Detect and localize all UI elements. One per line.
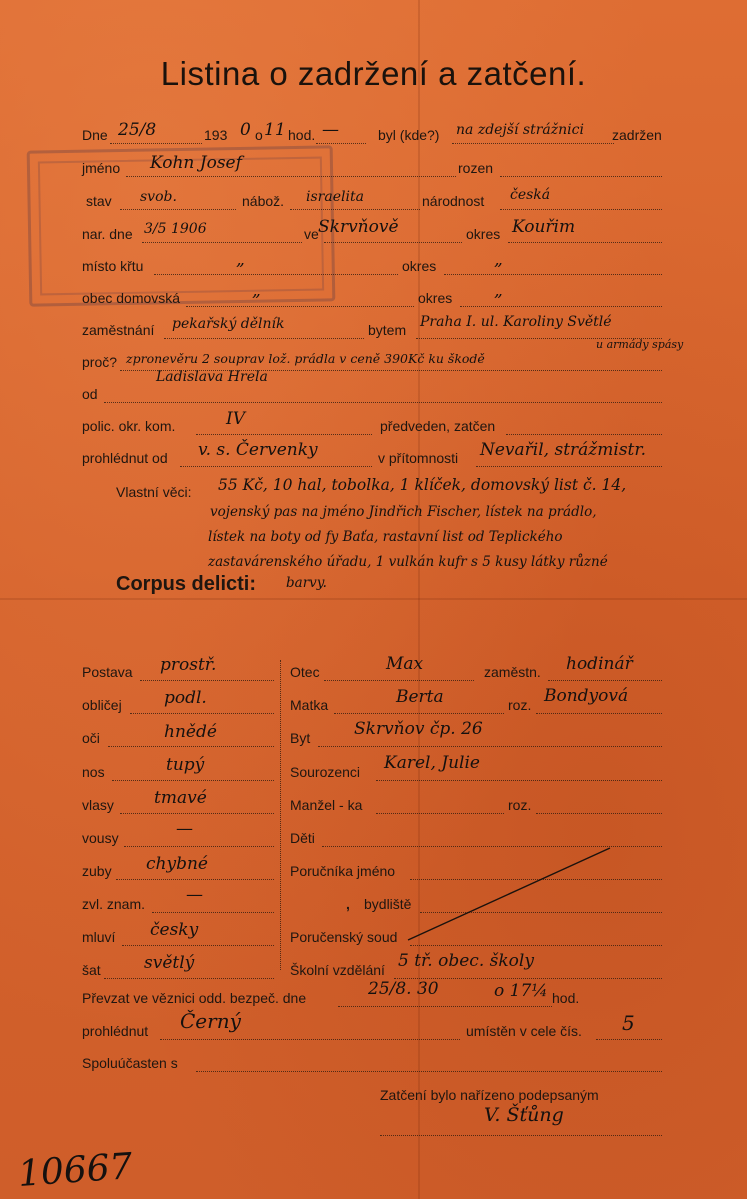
line-oblicej <box>130 713 274 714</box>
value-year-suffix: 0 <box>240 120 251 140</box>
line-stav <box>120 209 236 210</box>
value-zuby: chybné <box>146 854 208 874</box>
value-polic: IV <box>226 409 245 429</box>
value-od-name: Ladislava Hrela <box>156 369 268 385</box>
value-byt: Skrvňov čp. 26 <box>354 719 483 739</box>
value-prohlednut-od: v. s. Červenky <box>198 440 318 460</box>
value-bytem: Praha I. ul. Karoliny Světlé <box>420 314 612 330</box>
line-roz <box>536 713 662 714</box>
value-proc: zpronevěru 2 souprav lož. prádla v ceně 390Kč ku škodě <box>126 351 485 366</box>
line-prohlednut-od <box>180 466 372 467</box>
label-porucensky-soud: Poručenský soud <box>290 929 398 945</box>
label-zatceni-narizeno: Zatčení bylo nařízeno podepsaným <box>380 1087 599 1103</box>
label-sat: šat <box>82 962 101 978</box>
line-matka <box>334 713 504 714</box>
line-signature <box>380 1135 662 1136</box>
column-divider <box>280 660 281 970</box>
line-okres-3 <box>460 306 662 307</box>
value-date: 25/8 <box>118 120 157 140</box>
label-matka: Matka <box>290 697 329 713</box>
value-zvl-znam: — <box>186 885 203 905</box>
label-hod-2: hod. <box>552 990 580 1006</box>
label-byt: Byt <box>290 730 311 746</box>
value-hod: — <box>322 120 339 140</box>
line-vlasy <box>120 813 274 814</box>
line-zamestn <box>548 680 662 681</box>
label-dne: Dne <box>82 127 108 143</box>
label-prevzat: Převzat ve věznici odd. bezpeč. dne <box>82 990 307 1006</box>
line-narodnost <box>500 209 662 210</box>
label-proc: proč? <box>82 354 118 370</box>
value-where: na zdejší strážnici <box>456 122 584 138</box>
line-okres-1 <box>508 242 662 243</box>
value-obec-domovska: „ <box>252 281 261 301</box>
value-narodnost: česká <box>510 187 551 203</box>
label-obec-domovska: obec domovská <box>82 290 181 306</box>
value-nos: tupý <box>166 755 205 775</box>
label-rozen: rozen <box>458 160 494 176</box>
line-date <box>110 143 202 144</box>
value-zamestn: hodinář <box>566 654 633 674</box>
label-otec: Otec <box>290 664 320 680</box>
value-misto-krtu: „ <box>236 250 245 270</box>
label-deti: Děti <box>290 830 315 846</box>
line-naboz <box>290 209 420 210</box>
label-naboz: nábož. <box>242 193 285 209</box>
label-jmeno: jméno <box>82 160 121 176</box>
value-proc-above: u armády spásy <box>596 338 684 351</box>
label-bydliste: bydliště <box>364 896 412 912</box>
label-mluvi: mluví <box>82 929 116 945</box>
line-rozen <box>500 176 662 177</box>
label-zvl-znam: zvl. znam. <box>82 896 146 912</box>
value-veci-2: vojenský pas na jméno Jindřich Fischer, lístek na prádlo, <box>210 504 597 520</box>
line-hod <box>316 143 366 144</box>
line-okres-2 <box>444 274 662 275</box>
value-veci-4: zastavárenského úřadu, 1 vulkán kufr s 5 kusy látky různé <box>208 554 608 570</box>
label-ve: ve <box>304 226 319 242</box>
line-cela <box>596 1039 662 1040</box>
value-veci-5: barvy. <box>286 575 327 591</box>
label-okres-1: okres <box>466 226 501 242</box>
value-okres: Kouřim <box>512 217 576 237</box>
label-prohlednut: prohlédnut <box>82 1023 149 1039</box>
line-obec-domovska <box>186 306 414 307</box>
line-name <box>126 176 456 177</box>
value-oci: hnědé <box>164 722 217 742</box>
value-ve: Skrvňově <box>318 217 399 237</box>
line-nos <box>112 780 274 781</box>
label-od: od <box>82 386 98 402</box>
label-corpus-delicti: Corpus delicti: <box>116 573 257 595</box>
line-prevzat <box>338 1006 552 1007</box>
value-sat: světlý <box>144 953 195 973</box>
value-matka: Berta <box>396 687 444 707</box>
line-od <box>104 402 662 403</box>
value-sourozenci: Karel, Julie <box>384 753 480 773</box>
line-manzel-ka <box>376 813 504 814</box>
value-prevzat-dne: 25/8. 30 <box>368 979 439 999</box>
label-vousy: vousy <box>82 830 119 846</box>
value-cela: 5 <box>622 1011 635 1035</box>
label-okres-2: okres <box>402 258 437 274</box>
archive-number: 10667 <box>16 1146 134 1195</box>
label-year: 193 <box>204 127 228 143</box>
value-otec: Max <box>386 654 424 674</box>
label-skolni-vzdelani: Školní vzdělání <box>290 962 385 978</box>
strike-line <box>400 840 620 950</box>
value-prevzat-hod: o 17¼ <box>494 981 548 1001</box>
value-signature: V. Šťůng <box>484 1104 564 1126</box>
line-byt <box>318 746 662 747</box>
value-naboz: israelita <box>306 189 364 205</box>
value-nar-dne: 3/5 1906 <box>144 221 207 237</box>
line-sat <box>104 978 274 979</box>
line-zuby <box>116 879 274 880</box>
label-umisten: umístěn v cele čís. <box>466 1023 582 1039</box>
label-zadrzen: zadržen <box>612 127 662 143</box>
label-oci: oči <box>82 730 100 746</box>
value-oblicej: podl. <box>164 688 207 708</box>
value-stav: svob. <box>140 189 177 205</box>
label-comma: , <box>346 896 350 912</box>
label-roz-2: roz. <box>508 797 532 813</box>
value-skolni-vzdelani: 5 tř. obec. školy <box>398 951 534 971</box>
label-prohlednut-od: prohlédnut od <box>82 450 168 466</box>
line-oci <box>108 746 274 747</box>
label-oblicej: obličej <box>82 697 122 713</box>
label-okres-3: okres <box>418 290 453 306</box>
label-spoluucasten: Spoluúčasten s <box>82 1055 178 1071</box>
document-title: Listina o zadržení a zatčení. <box>160 55 587 92</box>
label-predveden: předveden, zatčen <box>380 418 496 434</box>
line-polic <box>196 434 372 435</box>
label-misto-krtu: místo křtu <box>82 258 144 274</box>
line-vousy <box>124 846 274 847</box>
label-bytem: bytem <box>368 322 407 338</box>
line-mluvi <box>122 945 274 946</box>
line-misto-krtu <box>154 274 398 275</box>
value-hour: 11 <box>264 120 286 140</box>
line-sourozenci <box>376 780 662 781</box>
label-hod: hod. <box>288 127 316 143</box>
label-o: o <box>255 127 263 143</box>
line-nar-dne <box>142 242 302 243</box>
value-veci-1: 55 Kč, 10 hal, tobolka, 1 klíček, domovský list č. 14, <box>218 476 627 494</box>
label-postava: Postava <box>82 664 133 680</box>
value-vousy: — <box>176 819 193 839</box>
value-misto-krtu-okres: „ <box>494 250 503 270</box>
label-polic-okr-kom: polic. okr. kom. <box>82 418 176 434</box>
value-vlasy: tmavé <box>154 788 207 808</box>
label-nos: nos <box>82 764 105 780</box>
label-v-pritomnosti: v přítomnosti <box>378 450 459 466</box>
label-zuby: zuby <box>82 863 112 879</box>
line-roz-2 <box>536 813 662 814</box>
label-porucnika-jmeno: Poručníka jméno <box>290 863 396 879</box>
line-ve <box>324 242 462 243</box>
label-zamestnani: zaměstnání <box>82 322 155 338</box>
label-byl-kde: byl (kde?) <box>378 127 440 143</box>
label-stav: stav <box>86 193 112 209</box>
value-mluvi: česky <box>150 920 199 940</box>
line-postava <box>140 680 274 681</box>
line-zamestnani <box>164 338 364 339</box>
label-sourozenci: Sourozenci <box>290 764 361 780</box>
value-v-pritomnosti: Nevařil, strážmistr. <box>480 440 647 460</box>
label-vlastni-veci: Vlastní věci: <box>116 484 192 500</box>
label-manzel-ka: Manžel - ka <box>290 797 363 813</box>
value-veci-3: lístek na boty od fy Baťa, rastavní list od Teplického <box>208 529 563 545</box>
value-zamestnani: pekařský dělník <box>172 316 285 332</box>
label-narodnost: národnost <box>422 193 485 209</box>
value-name: Kohn Josef <box>150 153 242 173</box>
line-v-pritomnosti <box>476 466 662 467</box>
label-roz: roz. <box>508 697 532 713</box>
line-spoluucasten <box>196 1071 662 1072</box>
label-nar-dne: nar. dne <box>82 226 133 242</box>
value-postava: prostř. <box>160 655 217 675</box>
paper-fold-horizontal <box>0 598 747 600</box>
label-zamestn: zaměstn. <box>484 664 541 680</box>
value-roz: Bondyová <box>544 686 629 706</box>
line-where <box>452 143 614 144</box>
line-zvl-znam <box>152 912 274 913</box>
value-obec-okres: „ <box>494 281 503 301</box>
line-prohlednut <box>160 1039 460 1040</box>
line-predveden <box>506 434 662 435</box>
line-otec <box>324 680 474 681</box>
label-vlasy: vlasy <box>82 797 114 813</box>
value-prohlednut: Černý <box>180 1009 241 1033</box>
